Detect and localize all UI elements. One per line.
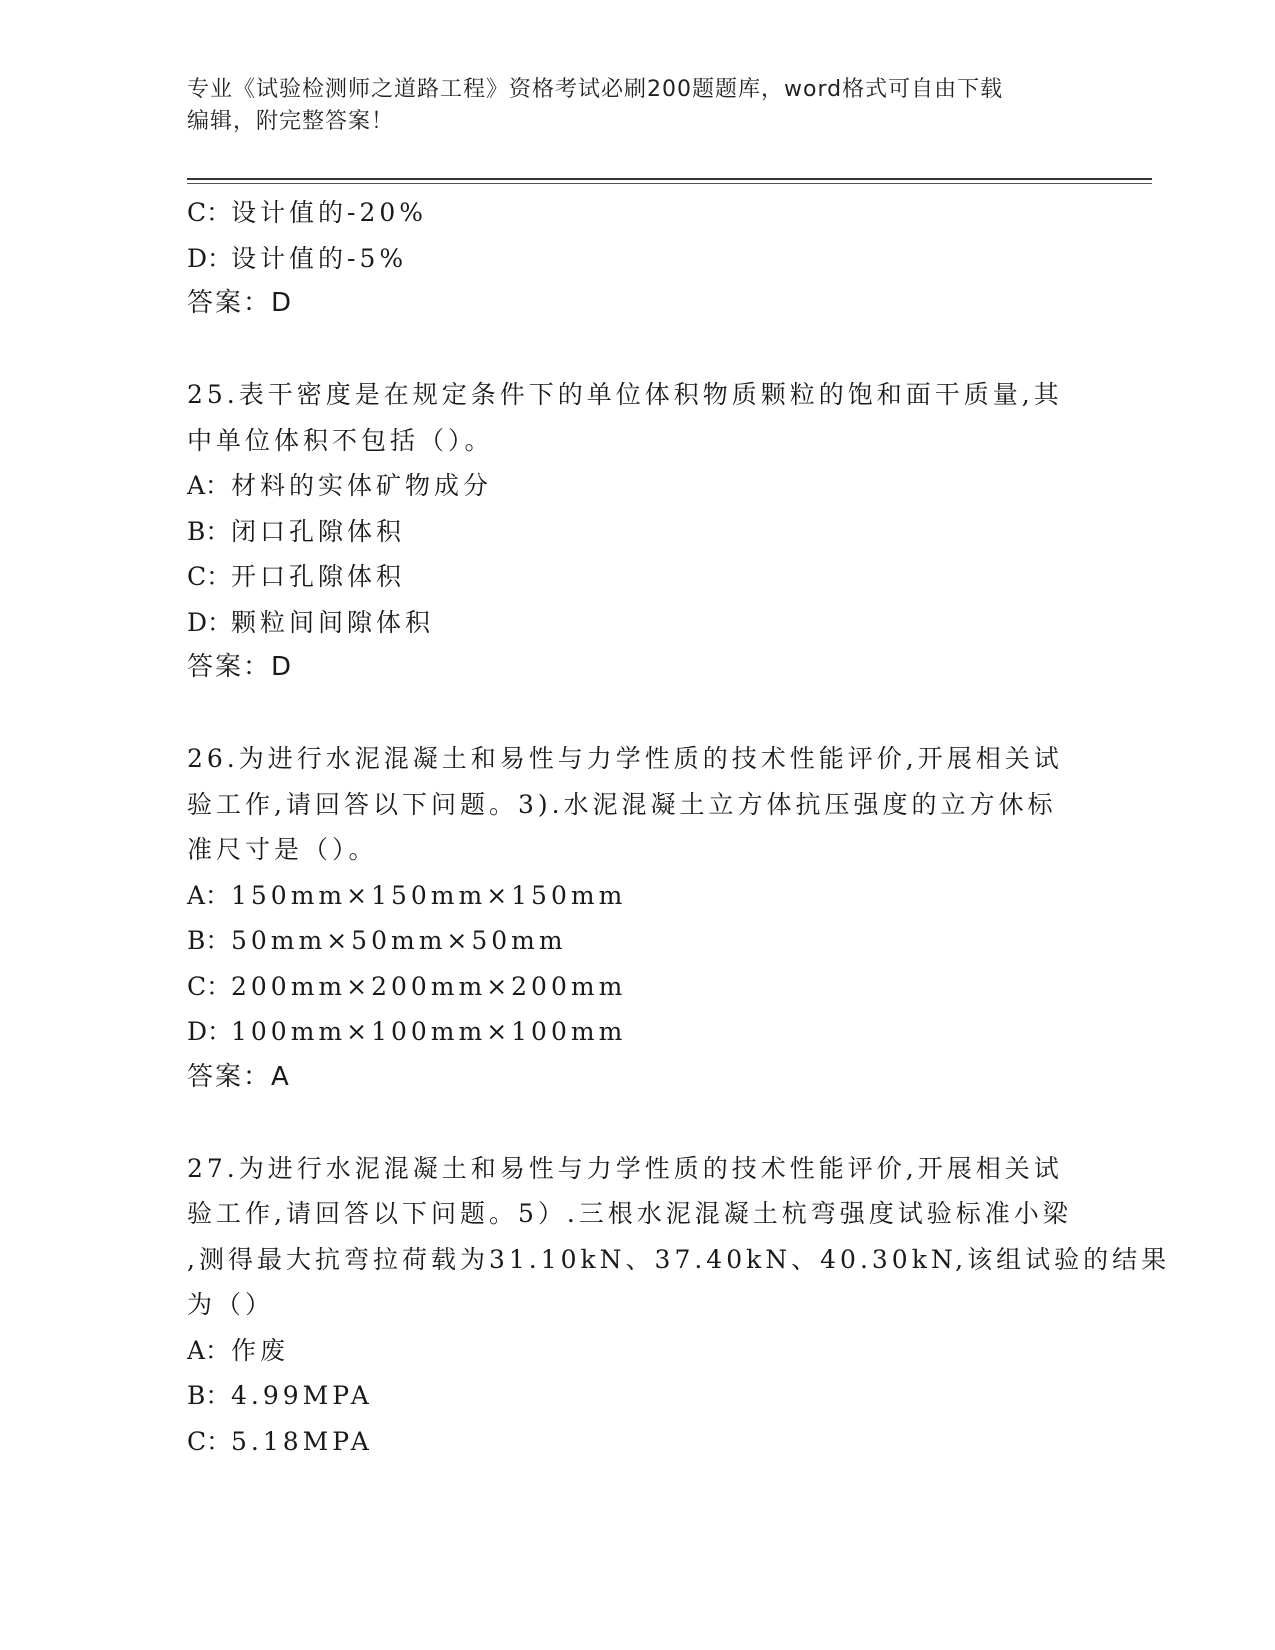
question-stem-line: 25.表干密度是在规定条件下的单位体积物质颗粒的饱和面干质量,其 (187, 380, 1063, 409)
option-c (187, 964, 1087, 1010)
option-a (187, 463, 1087, 509)
option-text: 设计值的-5% (231, 243, 408, 273)
option-key: C： (187, 198, 232, 227)
document-header (187, 74, 1087, 138)
option-text: 4.99MPA (231, 1381, 373, 1410)
question-26 (187, 736, 1087, 1100)
answer-line: 答案：D (187, 652, 294, 682)
option-text: 作废 (231, 1335, 290, 1365)
question-stem-line: 验工作,请回答以下问题。5）.三根水泥混凝土杭弯强度试验标准小梁 (187, 1199, 1072, 1228)
answer-line: 答案：D (187, 288, 294, 318)
option-key: D： (187, 607, 233, 637)
option-key: B： (187, 1381, 231, 1410)
question-stem-line: 为（） (187, 1290, 275, 1319)
question-stem-line: 验工作,请回答以下问题。3).水泥混凝土立方体抗压强度的立方休标 (187, 789, 1057, 819)
spacer (187, 691, 1087, 737)
option-text: 闭口孔隙体积 (231, 516, 406, 546)
option-b (187, 1373, 1087, 1419)
option-key: A： (187, 1335, 231, 1365)
option-text: 材料的实体矿物成分 (231, 471, 493, 500)
option-b (187, 918, 1087, 964)
option-text: 颗粒间间隙体积 (231, 607, 435, 637)
option-text: 设计值的-20% (231, 198, 428, 227)
option-key: A： (187, 471, 231, 500)
header-divider-thin (187, 183, 1152, 184)
option-key: D： (187, 243, 233, 273)
question-27 (187, 1146, 1171, 1465)
option-a (187, 873, 1087, 919)
option-a (187, 1328, 1087, 1374)
option-c (187, 1419, 1087, 1465)
option-text: 开口孔隙体积 (231, 562, 406, 591)
option-d (187, 600, 1087, 646)
option-text: 200mm×200mm×200mm (231, 971, 627, 1001)
option-key: D： (187, 1017, 233, 1046)
option-d (187, 1009, 1087, 1055)
option-text: 150mm×150mm×150mm (231, 880, 627, 910)
option-b (187, 509, 1087, 555)
question-25 (187, 372, 1087, 691)
answer-line: 答案：A (187, 1061, 291, 1092)
option-c (187, 190, 1087, 236)
header-line-2: 编辑，附完整答案！ (187, 109, 395, 134)
question-stem-line: 26.为进行水泥混凝土和易性与力学性质的技术性能评价,开展相关试 (187, 744, 1063, 773)
question-stem-line: 准尺寸是（）。 (187, 835, 378, 864)
option-key: C： (187, 562, 232, 591)
option-text: 5.18MPA (231, 1426, 373, 1456)
spacer (187, 1100, 1087, 1146)
spacer (187, 327, 1087, 373)
question-stem-line: ,测得最大抗弯拉荷载为31.10kN、37.40kN、40.30kN,该组试验的结果 (187, 1244, 1171, 1274)
question-stem-line: 中单位体积不包括（）。 (187, 425, 494, 455)
option-key: A： (187, 880, 231, 910)
option-d (187, 236, 1087, 282)
option-key: B： (187, 516, 231, 546)
prev-question (187, 190, 1087, 327)
option-key: C： (187, 971, 232, 1001)
question-content (187, 190, 1171, 1464)
option-text: 100mm×100mm×100mm (231, 1017, 627, 1046)
option-text: 50mm×50mm×50mm (231, 926, 567, 955)
option-c (187, 554, 1087, 600)
option-key: B： (187, 926, 231, 955)
question-stem-line: 27.为进行水泥混凝土和易性与力学性质的技术性能评价,开展相关试 (187, 1153, 1063, 1183)
header-divider-thick (187, 178, 1152, 180)
header-line-1: 专业《试验检测师之道路工程》资格考试必刷200题题库，word格式可自由下载 (187, 77, 1004, 102)
option-key: C： (187, 1426, 232, 1456)
